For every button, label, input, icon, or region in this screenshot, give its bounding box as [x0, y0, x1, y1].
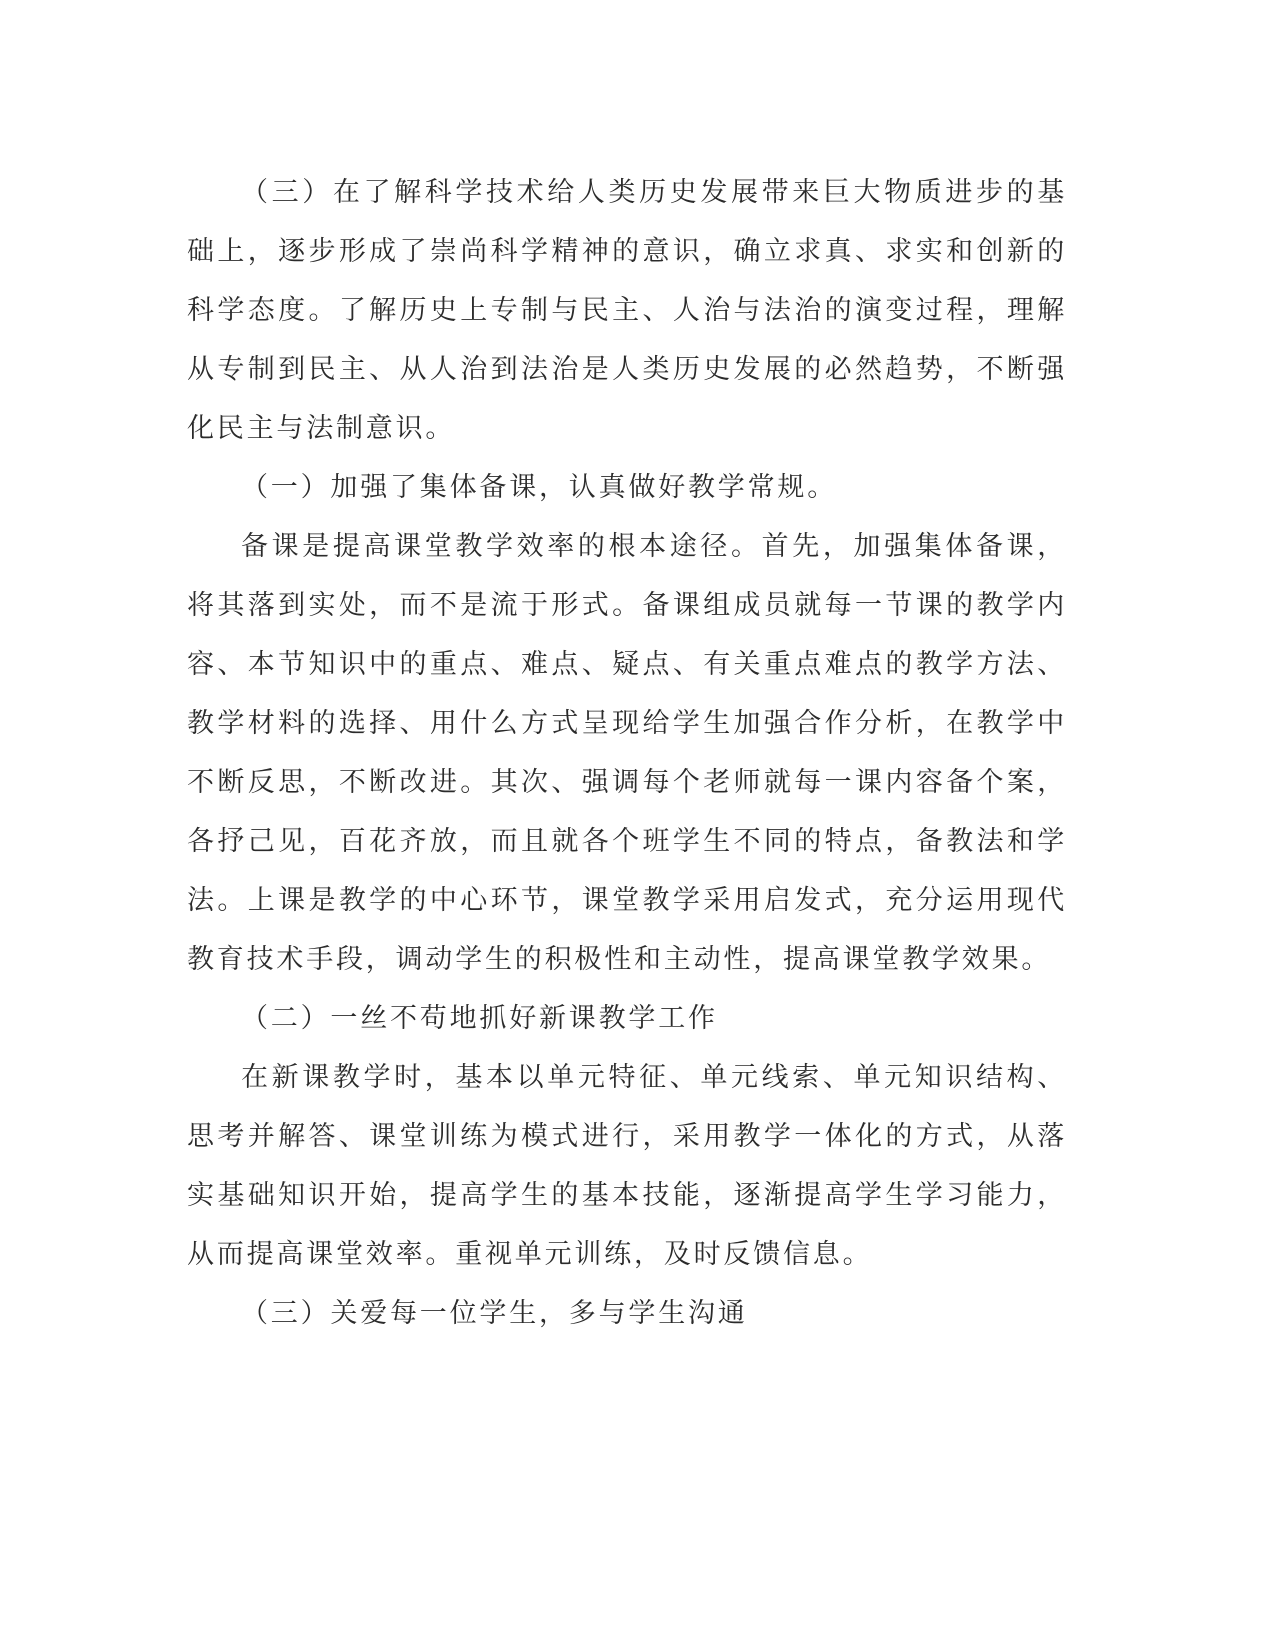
heading-care-for-students: （三）关爱每一位学生，多与学生沟通: [241, 1298, 748, 1329]
heading-collective-lesson-prep: （一）加强了集体备课，认真做好教学常规。: [241, 472, 837, 503]
paragraph-science-attitude: （三）在了解科学技术给人类历史发展带来巨大物质进步的基础上，逐步形成了崇尚科学精神的意识，确立求真、求实和创新的科学态度。了解历史上专制与民主、人治与法治的演变过程，理解从专制到民主、从人治到法治是人类历史发展的必然趋势，不断强化民主与法制意识。: [187, 177, 1067, 444]
paragraph-new-course-teaching: 在新课教学时，基本以单元特征、单元线索、单元知识结构、思考并解答、课堂训练为模式进行，采用教学一体化的方式，从落实基础知识开始，提高学生的基本技能，逐渐提高学生学习能力，从而提高课堂效率。重视单元训练，及时反馈信息。: [187, 1062, 1067, 1270]
paragraph-lesson-prep: 备课是提高课堂教学效率的根本途径。首先，加强集体备课，将其落到实处，而不是流于形式。备课组成员就每一节课的教学内容、本节知识中的重点、难点、疑点、有关重点难点的教学方法、教学材料的选择、用什么方式呈现给学生加强合作分析，在教学中不断反思，不断改进。其次、强调每个老师就每一课内容备个案，各抒己见，百花齐放，而且就各个班学生不同的特点，备教法和学法。上课是教学的中心环节，课堂教学采用启发式，充分运用现代教育技术手段，调动学生的积极性和主动性，提高课堂教学效果。: [187, 531, 1067, 975]
document-body: [187, 163, 1067, 1343]
heading-new-course-teaching: （二）一丝不苟地抓好新课教学工作: [241, 1003, 718, 1034]
